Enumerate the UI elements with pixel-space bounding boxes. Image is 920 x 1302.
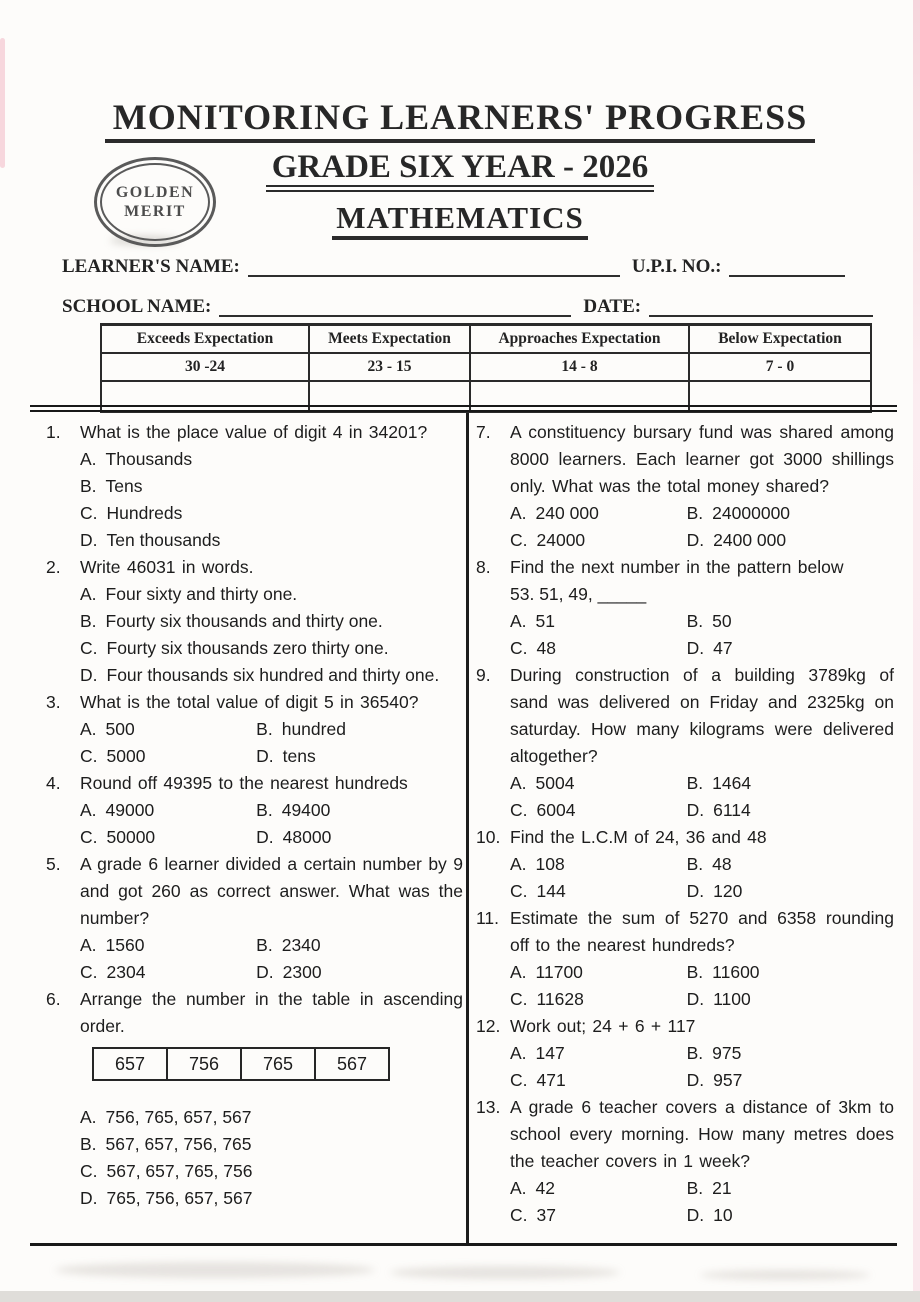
option-C bbox=[510, 527, 687, 554]
learner-name-row bbox=[62, 253, 886, 278]
option-A bbox=[510, 959, 687, 986]
option-label: C. bbox=[510, 530, 528, 550]
grading-range-cell: 23 - 15 bbox=[309, 353, 470, 381]
option-label: D. bbox=[686, 530, 705, 550]
stamp-line2: MERIT bbox=[124, 203, 186, 220]
question-number: 3. bbox=[46, 692, 61, 712]
option-C bbox=[510, 797, 687, 824]
option-A bbox=[510, 608, 687, 635]
question-body bbox=[510, 824, 894, 905]
option-label: A. bbox=[80, 1107, 97, 1127]
option-label: D. bbox=[686, 638, 705, 658]
options bbox=[80, 581, 463, 689]
question-11 bbox=[476, 905, 894, 1013]
question-text: During construction of a building 3789kg of sand was delivered on Friday and 2325kg on saturday. How many kilograms were delivered altogether? bbox=[510, 665, 894, 766]
option-C bbox=[80, 824, 256, 851]
option-D bbox=[256, 743, 463, 770]
question-body bbox=[80, 554, 463, 689]
number-table-cell: 657 bbox=[94, 1049, 168, 1079]
question-text: What is the place value of digit 4 in 34201? bbox=[80, 422, 428, 442]
option-B bbox=[80, 1131, 463, 1158]
option-label: B. bbox=[686, 962, 704, 982]
option-text: 1560 bbox=[105, 935, 145, 955]
options bbox=[510, 851, 894, 905]
questions-area bbox=[30, 413, 897, 1246]
question-13 bbox=[476, 1094, 894, 1229]
option-A bbox=[510, 1175, 687, 1202]
scan-smudge bbox=[700, 1270, 870, 1280]
option-text: 11600 bbox=[712, 962, 760, 982]
option-label: D. bbox=[686, 989, 705, 1009]
number-table-cell: 756 bbox=[168, 1049, 242, 1079]
option-label: C. bbox=[80, 827, 98, 847]
option-label: D. bbox=[80, 1188, 98, 1208]
options bbox=[80, 1104, 463, 1212]
option-label: B. bbox=[80, 611, 97, 631]
option-text: Fourty six thousands zero thirty one. bbox=[106, 638, 389, 658]
option-label: A. bbox=[80, 800, 97, 820]
question-10 bbox=[476, 824, 894, 905]
option-label: C. bbox=[80, 638, 98, 658]
scan-edge-artifact bbox=[913, 0, 920, 1302]
option-text: 1464 bbox=[712, 773, 752, 793]
option-C bbox=[510, 1202, 687, 1229]
option-B bbox=[687, 959, 894, 986]
question-number: 5. bbox=[46, 854, 61, 874]
options bbox=[510, 770, 894, 824]
question-body bbox=[510, 662, 894, 824]
option-text: 51 bbox=[535, 611, 556, 631]
option-text: 471 bbox=[536, 1070, 566, 1090]
option-label: A. bbox=[510, 503, 527, 523]
option-label: A. bbox=[510, 611, 527, 631]
option-label: C. bbox=[510, 800, 528, 820]
option-D bbox=[687, 878, 894, 905]
question-text: Write 46031 in words. bbox=[80, 557, 254, 577]
option-label: B. bbox=[686, 773, 704, 793]
option-text: 49000 bbox=[105, 800, 155, 820]
option-text: 567, 657, 765, 756 bbox=[106, 1161, 253, 1181]
option-A bbox=[80, 581, 463, 608]
date-label: DATE: bbox=[583, 296, 642, 317]
question-number: 4. bbox=[46, 773, 61, 793]
options bbox=[80, 446, 463, 554]
option-text: Four thousands six hundred and thirty one. bbox=[106, 665, 440, 685]
option-label: B. bbox=[256, 935, 273, 955]
option-label: D. bbox=[686, 1205, 705, 1225]
grade-subtitle bbox=[0, 149, 920, 186]
options bbox=[510, 1175, 894, 1229]
option-C bbox=[510, 635, 687, 662]
question-body bbox=[510, 1094, 894, 1229]
option-label: B. bbox=[686, 611, 704, 631]
option-label: D. bbox=[686, 1070, 705, 1090]
question-number: 7. bbox=[476, 422, 491, 442]
option-text: 5000 bbox=[106, 746, 146, 766]
option-B bbox=[256, 932, 463, 959]
option-label: A. bbox=[510, 962, 527, 982]
option-B bbox=[687, 1040, 894, 1067]
question-5 bbox=[46, 851, 463, 986]
number-table-cell: 765 bbox=[242, 1049, 316, 1079]
option-text: 567, 657, 756, 765 bbox=[105, 1134, 252, 1154]
option-text: 6004 bbox=[536, 800, 576, 820]
option-label: A. bbox=[80, 584, 97, 604]
option-label: B. bbox=[80, 476, 97, 496]
option-D bbox=[687, 797, 894, 824]
option-D bbox=[687, 1202, 894, 1229]
option-text: 24000 bbox=[536, 530, 586, 550]
option-label: C. bbox=[80, 503, 98, 523]
option-C bbox=[80, 743, 256, 770]
option-label: A. bbox=[510, 773, 527, 793]
option-A bbox=[80, 1104, 463, 1131]
option-label: C. bbox=[510, 989, 528, 1009]
option-label: D. bbox=[80, 665, 98, 685]
options bbox=[80, 716, 463, 770]
options bbox=[510, 500, 894, 554]
upi-label: U.P.I. NO.: bbox=[631, 256, 722, 277]
option-label: C. bbox=[80, 962, 98, 982]
option-C bbox=[80, 959, 256, 986]
page-title-text: MONITORING LEARNERS' PROGRESS bbox=[105, 97, 815, 143]
option-D bbox=[256, 824, 463, 851]
option-B bbox=[80, 608, 463, 635]
option-label: C. bbox=[510, 638, 528, 658]
option-label: B. bbox=[686, 1043, 704, 1063]
option-B bbox=[687, 500, 894, 527]
option-label: B. bbox=[256, 800, 273, 820]
option-text: hundred bbox=[281, 719, 346, 739]
option-label: C. bbox=[510, 1070, 528, 1090]
option-text: 6114 bbox=[713, 800, 751, 820]
question-number: 6. bbox=[46, 989, 61, 1009]
question-number: 12. bbox=[476, 1016, 501, 1036]
option-A bbox=[510, 1040, 687, 1067]
grading-range-cell: 30 -24 bbox=[101, 353, 309, 381]
option-text: Ten thousands bbox=[106, 530, 221, 550]
school-name-row bbox=[62, 293, 886, 318]
option-label: B. bbox=[80, 1134, 97, 1154]
question-body bbox=[510, 419, 894, 554]
question-text: Round off 49395 to the nearest hundreds bbox=[80, 773, 408, 793]
question-number: 1. bbox=[46, 422, 61, 442]
option-text: 47 bbox=[713, 638, 733, 658]
option-text: 11628 bbox=[536, 989, 584, 1009]
option-D bbox=[80, 1185, 463, 1212]
options bbox=[80, 797, 463, 851]
options bbox=[80, 932, 463, 986]
subject-title bbox=[0, 200, 920, 236]
option-B bbox=[687, 851, 894, 878]
option-label: B. bbox=[686, 503, 704, 523]
question-text: What is the total value of digit 5 in 36540? bbox=[80, 692, 419, 712]
question-body bbox=[80, 419, 463, 554]
question-text: Arrange the number in the table in ascending order. bbox=[80, 989, 463, 1036]
options bbox=[510, 608, 894, 662]
question-text: Find the next number in the pattern below bbox=[510, 557, 844, 577]
option-label: C. bbox=[510, 881, 528, 901]
option-text: 50 bbox=[712, 611, 732, 631]
question-body bbox=[80, 689, 463, 770]
option-C bbox=[510, 878, 687, 905]
option-B bbox=[687, 1175, 894, 1202]
question-body bbox=[80, 851, 463, 986]
grading-header-cell: Exceeds Expectation bbox=[101, 325, 309, 354]
option-text: 10 bbox=[713, 1205, 733, 1225]
option-label: A. bbox=[510, 1178, 527, 1198]
option-text: Thousands bbox=[105, 449, 193, 469]
question-1 bbox=[46, 419, 463, 554]
option-text: 37 bbox=[536, 1205, 556, 1225]
school-name-blank bbox=[219, 293, 571, 317]
page-title bbox=[0, 96, 920, 138]
option-text: 756, 765, 657, 567 bbox=[105, 1107, 252, 1127]
scan-bottom-band bbox=[0, 1291, 920, 1302]
question-3 bbox=[46, 689, 463, 770]
option-label: D. bbox=[256, 746, 274, 766]
option-D bbox=[256, 959, 463, 986]
question-body bbox=[80, 770, 463, 851]
option-text: 5004 bbox=[535, 773, 575, 793]
option-B bbox=[80, 473, 463, 500]
option-label: D. bbox=[256, 962, 274, 982]
option-D bbox=[687, 986, 894, 1013]
option-text: 2400 000 bbox=[713, 530, 787, 550]
option-A bbox=[510, 851, 687, 878]
option-D bbox=[687, 635, 894, 662]
question-body bbox=[80, 986, 463, 1212]
option-A bbox=[510, 770, 687, 797]
date-blank bbox=[649, 293, 873, 317]
option-label: B. bbox=[686, 1178, 704, 1198]
option-text: 120 bbox=[713, 881, 743, 901]
option-C bbox=[80, 500, 463, 527]
stamp-line1: GOLDEN bbox=[115, 184, 195, 201]
question-number: 8. bbox=[476, 557, 491, 577]
question-body bbox=[510, 905, 894, 1013]
question-8 bbox=[476, 554, 894, 662]
grading-header-cell: Meets Expectation bbox=[309, 325, 470, 354]
option-label: A. bbox=[510, 1043, 527, 1063]
question-4 bbox=[46, 770, 463, 851]
option-text: 48 bbox=[536, 638, 556, 658]
question-number: 11. bbox=[476, 908, 500, 928]
option-text: 975 bbox=[712, 1043, 742, 1063]
question-text: Work out; 24 + 6 + 117 bbox=[510, 1016, 696, 1036]
subject-title-text: MATHEMATICS bbox=[332, 200, 588, 240]
question-number: 10. bbox=[476, 827, 501, 847]
option-D bbox=[80, 662, 463, 689]
option-text: Fourty six thousands and thirty one. bbox=[105, 611, 383, 631]
option-text: 24000000 bbox=[712, 503, 791, 523]
options bbox=[510, 959, 894, 1013]
scan-smudge bbox=[390, 1266, 620, 1279]
questions-column-right bbox=[469, 413, 897, 1243]
question-7 bbox=[476, 419, 894, 554]
option-text: Tens bbox=[105, 476, 143, 496]
option-C bbox=[510, 986, 687, 1013]
option-text: 957 bbox=[713, 1070, 743, 1090]
question-6 bbox=[46, 986, 463, 1212]
option-label: D. bbox=[256, 827, 274, 847]
question-9 bbox=[476, 662, 894, 824]
option-text: 50000 bbox=[106, 827, 156, 847]
option-text: 108 bbox=[535, 854, 565, 874]
option-label: A. bbox=[80, 449, 97, 469]
option-text: 42 bbox=[535, 1178, 556, 1198]
scan-smudge bbox=[55, 1262, 375, 1278]
question-text: Find the L.C.M of 24, 36 and 48 bbox=[510, 827, 767, 847]
grading-header-cell: Approaches Expectation bbox=[470, 325, 689, 354]
option-label: C. bbox=[80, 1161, 98, 1181]
option-C bbox=[510, 1067, 687, 1094]
option-text: 147 bbox=[535, 1043, 565, 1063]
grading-range-row bbox=[101, 353, 871, 381]
option-A bbox=[80, 446, 463, 473]
learner-name-label: LEARNER'S NAME: bbox=[62, 256, 240, 277]
learner-name-blank bbox=[248, 253, 620, 277]
option-D bbox=[687, 527, 894, 554]
option-D bbox=[687, 1067, 894, 1094]
grading-scale-table bbox=[100, 323, 872, 413]
option-label: C. bbox=[510, 1205, 528, 1225]
option-A bbox=[80, 932, 256, 959]
question-text: A grade 6 learner divided a certain number by 9 and got 260 as correct answer. What was the number? bbox=[80, 854, 463, 928]
option-text: 48 bbox=[712, 854, 732, 874]
option-text: 49400 bbox=[281, 800, 331, 820]
option-label: D. bbox=[686, 881, 705, 901]
upi-blank bbox=[729, 253, 845, 277]
option-label: D. bbox=[686, 800, 705, 820]
option-text: 2340 bbox=[281, 935, 321, 955]
question-2 bbox=[46, 554, 463, 689]
option-label: C. bbox=[80, 746, 98, 766]
question-number: 9. bbox=[476, 665, 491, 685]
question-12 bbox=[476, 1013, 894, 1094]
question-text-line2: 53. 51, 49, _____ bbox=[510, 584, 647, 604]
questions-column-left bbox=[30, 413, 466, 1243]
option-text: 2300 bbox=[282, 962, 322, 982]
option-text: tens bbox=[282, 746, 316, 766]
question-text: A constituency bursary fund was shared among 8000 learners. Each learner got 3000 shillings only. What was the total money shared? bbox=[510, 422, 894, 496]
option-text: 2304 bbox=[106, 962, 146, 982]
grade-subtitle-text: GRADE SIX YEAR - 2026 bbox=[266, 149, 654, 192]
question-number: 13. bbox=[476, 1097, 501, 1117]
option-D bbox=[80, 527, 463, 554]
option-text: Hundreds bbox=[106, 503, 183, 523]
option-label: B. bbox=[686, 854, 704, 874]
option-C bbox=[80, 1158, 463, 1185]
option-text: 765, 756, 657, 567 bbox=[106, 1188, 253, 1208]
option-text: 48000 bbox=[282, 827, 332, 847]
option-label: A. bbox=[80, 719, 97, 739]
school-name-label: SCHOOL NAME: bbox=[62, 296, 212, 317]
option-A bbox=[80, 797, 256, 824]
question-text: Estimate the sum of 5270 and 6358 rounding off to the nearest hundreds? bbox=[510, 908, 894, 955]
option-label: A. bbox=[80, 935, 97, 955]
option-label: D. bbox=[80, 530, 98, 550]
option-text: 240 000 bbox=[535, 503, 599, 523]
question-number: 2. bbox=[46, 557, 61, 577]
option-text: 21 bbox=[712, 1178, 732, 1198]
option-label: A. bbox=[510, 854, 527, 874]
option-label: B. bbox=[256, 719, 273, 739]
option-text: 1100 bbox=[713, 989, 751, 1009]
number-table-cell: 567 bbox=[336, 1054, 368, 1074]
option-text: Four sixty and thirty one. bbox=[105, 584, 298, 604]
grading-range-cell: 7 - 0 bbox=[689, 353, 871, 381]
option-text: 500 bbox=[105, 719, 135, 739]
option-B bbox=[687, 770, 894, 797]
option-A bbox=[510, 500, 687, 527]
question-text: A grade 6 teacher covers a distance of 3km to school every morning. How many metres does the teacher covers in 1 week? bbox=[510, 1097, 894, 1171]
grading-range-cell: 14 - 8 bbox=[470, 353, 689, 381]
grading-header-row bbox=[101, 325, 871, 354]
grading-header-cell: Below Expectation bbox=[689, 325, 871, 354]
option-text: 144 bbox=[536, 881, 566, 901]
options bbox=[510, 1040, 894, 1094]
option-A bbox=[80, 716, 256, 743]
option-text: 11700 bbox=[535, 962, 583, 982]
option-B bbox=[256, 797, 463, 824]
option-B bbox=[256, 716, 463, 743]
option-B bbox=[687, 608, 894, 635]
question-body bbox=[510, 1013, 894, 1094]
number-table bbox=[92, 1047, 390, 1081]
option-C bbox=[80, 635, 463, 662]
section-divider-rule bbox=[30, 405, 897, 412]
question-body bbox=[510, 554, 894, 662]
